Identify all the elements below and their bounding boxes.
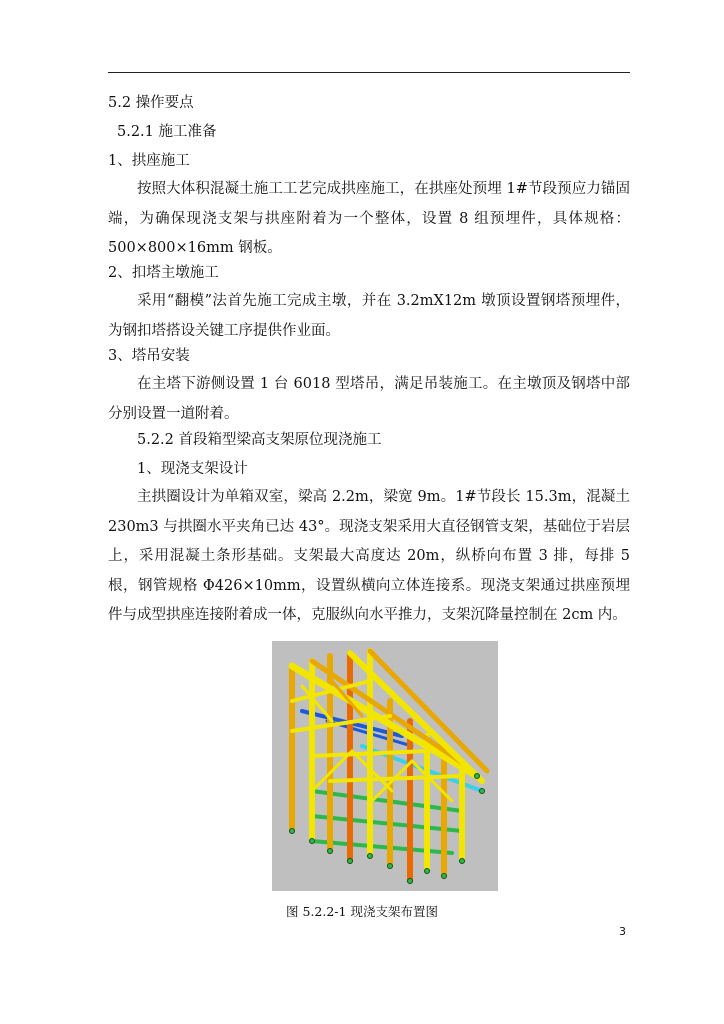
- section-5-2-2-title: 5.2.2 首段箱型梁高支架原位现浇施工: [137, 432, 382, 448]
- item-1-heading: 1、拱座施工: [108, 153, 190, 169]
- section-5-2-title: 5.2 操作要点: [108, 95, 194, 111]
- item-1-text: 按照大体积混凝土施工工艺完成拱座施工，在拱座处预埋 1#节段预应力锚固端，为确保现浇支架与拱座附着为一个整体，设置 8 组预埋件，具体规格：500×800×16mm 钢板。: [108, 181, 630, 256]
- figure-caption: 图 5.2.2-1 现浇支架布置图: [286, 904, 438, 919]
- header-rule: [108, 72, 630, 73]
- section-5-2-2-paragraph: [108, 483, 630, 631]
- section-5-2-2-subheading: 1、现浇支架设计: [137, 461, 248, 477]
- section-5-2-1-title: 5.2.1 施工准备: [117, 124, 217, 140]
- section-5-2-2-text: 主拱圈设计为单箱双室，梁高 2.2m，梁宽 9m。1#节段长 15.3m，混凝土 230m3 与拱圈水平夹角已达 43°。现浇支架采用大直径钢管支架，基础位于岩层上，采用混凝土条形基础。支架最大高度达 20m，纵桥向布置 3 排，每排 5 根，钢管规格 Φ426×10mm，设置纵横向立体连接系。现浇支架通过拱座预埋件与成型拱座连接附着成一体，克服纵向水平推力，支架沉降量控制在 2cm 内。: [108, 489, 630, 623]
- item-2-heading: 2、扣塔主墩施工: [108, 265, 219, 281]
- item-2-text: 采用“翻模”法首先施工完成主墩，并在 3.2mX12m 墩顶设置钢塔预埋件，为钢扣塔搭设关键工序提供作业面。: [108, 293, 630, 339]
- scaffold-3d-render: [272, 641, 498, 891]
- page-number: 3: [619, 925, 626, 938]
- item-3-paragraph: [108, 370, 630, 429]
- item-2-paragraph: [108, 287, 630, 346]
- item-1-paragraph: [108, 175, 630, 264]
- item-3-text: 在主塔下游侧设置 1 台 6018 型塔吊，满足吊装施工。在主墩顶及钢塔中部分别设置一道附着。: [108, 376, 630, 422]
- scaffold-layout-figure: [272, 641, 498, 891]
- item-3-heading: 3、塔吊安装: [108, 348, 190, 364]
